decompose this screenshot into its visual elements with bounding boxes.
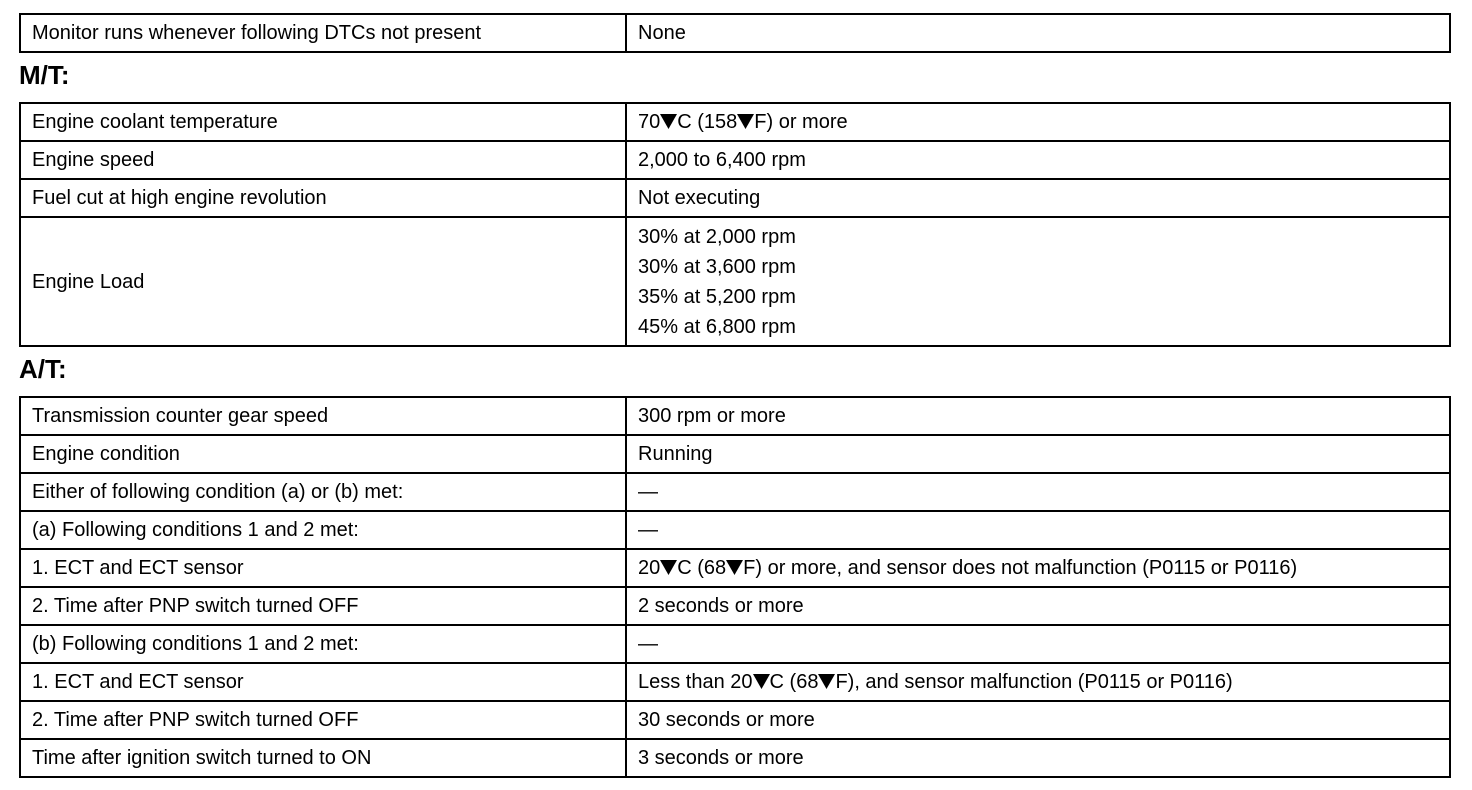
row-value: Less than 20 C (68 F), and sensor malfunction (P0115 or P0116) — [626, 663, 1450, 701]
table-row — [20, 739, 1450, 777]
degree-symbol-icon — [660, 559, 677, 576]
row-label: Engine condition — [20, 435, 626, 473]
row-label: Either of following condition (a) or (b) met: — [20, 473, 626, 511]
row-label: 1. ECT and ECT sensor — [20, 663, 626, 701]
table-row — [20, 549, 1450, 587]
row-label: Engine speed — [20, 141, 626, 179]
table-row — [20, 587, 1450, 625]
row-label: Engine Load — [20, 217, 626, 346]
row-label: Engine coolant temperature — [20, 103, 626, 141]
row-label: Fuel cut at high engine revolution — [20, 179, 626, 217]
load-line: 35% at 5,200 rpm — [638, 285, 796, 308]
row-value: 20 C (68 F) or more, and sensor does not malfunction (P0115 or P0116) — [626, 549, 1450, 587]
row-value: None — [626, 14, 1450, 52]
table-row — [20, 141, 1450, 179]
degree-symbol-icon — [753, 673, 770, 690]
table-row — [20, 14, 1450, 52]
row-label: 2. Time after PNP switch turned OFF — [20, 701, 626, 739]
table-row — [20, 179, 1450, 217]
row-label: Monitor runs whenever following DTCs not present — [20, 14, 626, 52]
degree-symbol-icon — [737, 113, 754, 130]
mt-conditions-table — [19, 102, 1451, 347]
row-value — [626, 217, 1450, 346]
degree-symbol-icon — [660, 113, 677, 130]
load-line: 30% at 3,600 rpm — [638, 255, 796, 278]
at-conditions-table — [19, 396, 1451, 778]
row-label: 2. Time after PNP switch turned OFF — [20, 587, 626, 625]
row-label: Time after ignition switch turned to ON — [20, 739, 626, 777]
table-row — [20, 435, 1450, 473]
section-heading-mt: M/T: — [19, 60, 70, 90]
table-row — [20, 473, 1450, 511]
monitor-conditions-table — [19, 13, 1451, 53]
row-label: (a) Following conditions 1 and 2 met: — [20, 511, 626, 549]
row-value: — — [626, 625, 1450, 663]
row-value: — — [626, 511, 1450, 549]
section-heading-at: A/T: — [19, 354, 67, 384]
table-row — [20, 397, 1450, 435]
row-value: 2 seconds or more — [626, 587, 1450, 625]
table-row — [20, 217, 1450, 346]
row-value: 300 rpm or more — [626, 397, 1450, 435]
row-value: 30 seconds or more — [626, 701, 1450, 739]
table-row — [20, 103, 1450, 141]
degree-symbol-icon — [726, 559, 743, 576]
row-value: Not executing — [626, 179, 1450, 217]
row-value: 70 C (158 F) or more — [626, 103, 1450, 141]
table-row — [20, 701, 1450, 739]
row-value: 2,000 to 6,400 rpm — [626, 141, 1450, 179]
row-value: 3 seconds or more — [626, 739, 1450, 777]
row-value: Running — [626, 435, 1450, 473]
row-label: 1. ECT and ECT sensor — [20, 549, 626, 587]
row-label: Transmission counter gear speed — [20, 397, 626, 435]
row-label: (b) Following conditions 1 and 2 met: — [20, 625, 626, 663]
load-line: 45% at 6,800 rpm — [638, 315, 796, 338]
load-line: 30% at 2,000 rpm — [638, 225, 796, 248]
table-row — [20, 511, 1450, 549]
table-row — [20, 663, 1450, 701]
row-value: — — [626, 473, 1450, 511]
degree-symbol-icon — [818, 673, 835, 690]
table-row — [20, 625, 1450, 663]
